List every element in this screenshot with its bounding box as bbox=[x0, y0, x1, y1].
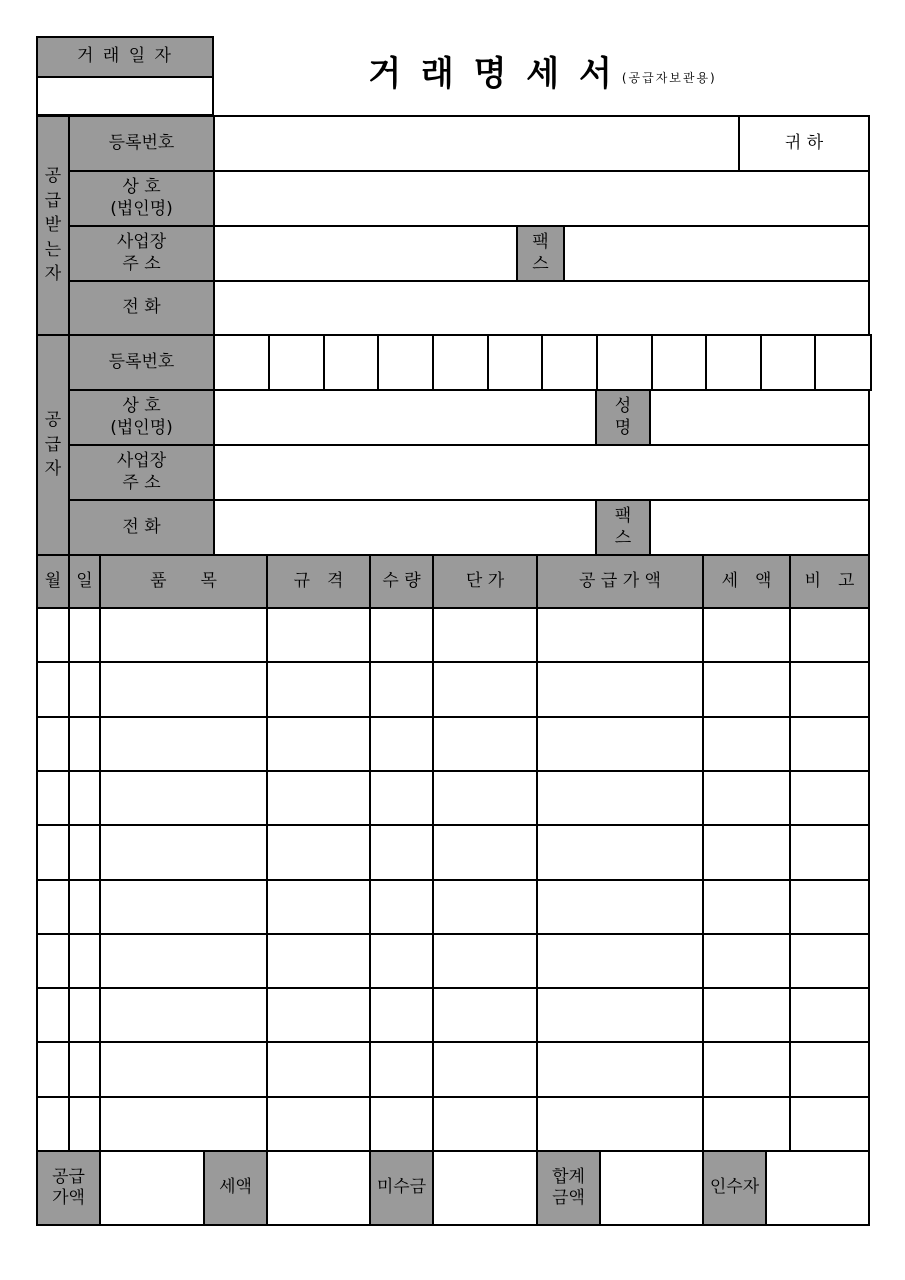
table-cell-note[interactable] bbox=[789, 1041, 870, 1098]
table-cell-supply-amount[interactable] bbox=[536, 770, 704, 826]
table-cell-day[interactable] bbox=[68, 1096, 101, 1152]
receiver-reg-no-label: 등록번호 bbox=[68, 115, 215, 172]
footer-tax-field[interactable] bbox=[266, 1150, 371, 1226]
table-cell-unit-price[interactable] bbox=[432, 1041, 538, 1098]
table-cell-spec[interactable] bbox=[266, 1041, 371, 1098]
column-header-qty: 수 량 bbox=[369, 554, 434, 609]
table-cell-qty[interactable] bbox=[369, 1096, 434, 1152]
supplier-reg-no-digit-box[interactable] bbox=[213, 334, 270, 391]
supplier-company-label: 상 호 (법인명) bbox=[68, 389, 215, 446]
table-cell-supply-amount[interactable] bbox=[536, 1096, 704, 1152]
table-cell-spec[interactable] bbox=[266, 1096, 371, 1152]
table-cell-month[interactable] bbox=[36, 987, 70, 1043]
supplier-section-label: 공 급 자 bbox=[36, 334, 70, 556]
date-field[interactable] bbox=[36, 76, 214, 116]
table-cell-month[interactable] bbox=[36, 879, 70, 935]
document-subtitle: (공급자보관용) bbox=[621, 70, 717, 85]
supplier-reg-no-digit-box[interactable] bbox=[377, 334, 434, 391]
table-cell-item[interactable] bbox=[99, 770, 268, 826]
table-cell-month[interactable] bbox=[36, 1096, 70, 1152]
table-cell-supply-amount[interactable] bbox=[536, 716, 704, 772]
table-cell-day[interactable] bbox=[68, 879, 101, 935]
table-cell-qty[interactable] bbox=[369, 879, 434, 935]
table-cell-item[interactable] bbox=[99, 933, 268, 989]
table-cell-spec[interactable] bbox=[266, 607, 371, 663]
supplier-phone-label: 전 화 bbox=[68, 499, 215, 556]
table-cell-spec[interactable] bbox=[266, 770, 371, 826]
table-cell-spec[interactable] bbox=[266, 879, 371, 935]
table-cell-month[interactable] bbox=[36, 716, 70, 772]
supplier-reg-no-digit-box[interactable] bbox=[541, 334, 598, 391]
table-cell-qty[interactable] bbox=[369, 770, 434, 826]
receiver-address-field[interactable] bbox=[213, 225, 518, 282]
table-cell-item[interactable] bbox=[99, 661, 268, 718]
table-cell-day[interactable] bbox=[68, 716, 101, 772]
supplier-reg-no-digit-box[interactable] bbox=[705, 334, 762, 391]
table-cell-note[interactable] bbox=[789, 716, 870, 772]
table-cell-supply-amount[interactable] bbox=[536, 661, 704, 718]
supplier-company-field[interactable] bbox=[213, 389, 597, 446]
supplier-reg-no-digit-box[interactable] bbox=[487, 334, 543, 391]
table-cell-month[interactable] bbox=[36, 824, 70, 881]
table-cell-supply-amount[interactable] bbox=[536, 607, 704, 663]
table-cell-qty[interactable] bbox=[369, 1041, 434, 1098]
table-cell-tax[interactable] bbox=[702, 933, 791, 989]
table-cell-day[interactable] bbox=[68, 661, 101, 718]
table-cell-qty[interactable] bbox=[369, 824, 434, 881]
table-cell-month[interactable] bbox=[36, 933, 70, 989]
supplier-reg-no-digit-box[interactable] bbox=[268, 334, 325, 391]
table-cell-note[interactable] bbox=[789, 607, 870, 663]
table-cell-unit-price[interactable] bbox=[432, 987, 538, 1043]
supplier-name-label: 성 명 bbox=[595, 389, 651, 446]
supplier-phone-field[interactable] bbox=[213, 499, 597, 556]
supplier-address-label: 사업장 주 소 bbox=[68, 444, 215, 501]
table-cell-unit-price[interactable] bbox=[432, 661, 538, 718]
column-header-item: 품 목 bbox=[99, 554, 268, 609]
table-cell-day[interactable] bbox=[68, 987, 101, 1043]
supplier-fax-field[interactable] bbox=[649, 499, 870, 556]
table-cell-item[interactable] bbox=[99, 879, 268, 935]
table-cell-tax[interactable] bbox=[702, 661, 791, 718]
column-header-month: 월 bbox=[36, 554, 70, 609]
document-title: 거 래 명 세 서 bbox=[368, 53, 616, 94]
table-cell-unit-price[interactable] bbox=[432, 824, 538, 881]
column-header-spec: 규 격 bbox=[266, 554, 371, 609]
table-cell-day[interactable] bbox=[68, 607, 101, 663]
table-cell-tax[interactable] bbox=[702, 1096, 791, 1152]
table-cell-tax[interactable] bbox=[702, 824, 791, 881]
table-cell-supply-amount[interactable] bbox=[536, 1041, 704, 1098]
supplier-name-field[interactable] bbox=[649, 389, 870, 446]
footer-supply-amount-field[interactable] bbox=[99, 1150, 205, 1226]
supplier-reg-no-digit-box[interactable] bbox=[651, 334, 707, 391]
table-cell-note[interactable] bbox=[789, 770, 870, 826]
table-cell-tax[interactable] bbox=[702, 1041, 791, 1098]
table-cell-tax[interactable] bbox=[702, 716, 791, 772]
table-cell-item[interactable] bbox=[99, 716, 268, 772]
footer-unpaid-label: 미수금 bbox=[369, 1150, 434, 1226]
table-cell-spec[interactable] bbox=[266, 716, 371, 772]
table-cell-item[interactable] bbox=[99, 1096, 268, 1152]
table-cell-unit-price[interactable] bbox=[432, 879, 538, 935]
receiver-suffix: 귀 하 bbox=[738, 115, 870, 172]
table-cell-supply-amount[interactable] bbox=[536, 933, 704, 989]
receiver-address-label: 사업장 주 소 bbox=[68, 225, 215, 282]
supplier-reg-no-digit-box[interactable] bbox=[596, 334, 653, 391]
table-cell-qty[interactable] bbox=[369, 933, 434, 989]
supplier-reg-no-digit-box[interactable] bbox=[432, 334, 489, 391]
table-cell-note[interactable] bbox=[789, 933, 870, 989]
table-cell-month[interactable] bbox=[36, 770, 70, 826]
table-cell-tax[interactable] bbox=[702, 770, 791, 826]
table-cell-note[interactable] bbox=[789, 824, 870, 881]
table-cell-day[interactable] bbox=[68, 1041, 101, 1098]
footer-receiver-field[interactable] bbox=[765, 1150, 870, 1226]
table-cell-day[interactable] bbox=[68, 770, 101, 826]
receiver-fax-label: 팩 스 bbox=[516, 225, 565, 282]
table-cell-note[interactable] bbox=[789, 879, 870, 935]
footer-total-field[interactable] bbox=[599, 1150, 704, 1226]
table-cell-spec[interactable] bbox=[266, 933, 371, 989]
supplier-reg-no-digit-box[interactable] bbox=[814, 334, 872, 391]
table-cell-unit-price[interactable] bbox=[432, 607, 538, 663]
table-cell-month[interactable] bbox=[36, 661, 70, 718]
table-cell-note[interactable] bbox=[789, 1096, 870, 1152]
table-cell-item[interactable] bbox=[99, 1041, 268, 1098]
table-cell-qty[interactable] bbox=[369, 987, 434, 1043]
column-header-unit-price: 단 가 bbox=[432, 554, 538, 609]
table-cell-qty[interactable] bbox=[369, 607, 434, 663]
receiver-fax-field[interactable] bbox=[563, 225, 870, 282]
document-title-block bbox=[215, 40, 870, 100]
column-header-supply-amount: 공 급 가 액 bbox=[536, 554, 704, 609]
receiver-section-label: 공 급 받 는 자 bbox=[36, 115, 70, 336]
receiver-company-label: 상 호 (법인명) bbox=[68, 170, 215, 227]
table-cell-supply-amount[interactable] bbox=[536, 987, 704, 1043]
supplier-reg-no-digit-box[interactable] bbox=[323, 334, 379, 391]
table-cell-day[interactable] bbox=[68, 824, 101, 881]
table-cell-unit-price[interactable] bbox=[432, 1096, 538, 1152]
supplier-address-field[interactable] bbox=[213, 444, 870, 501]
receiver-company-field[interactable] bbox=[213, 170, 870, 227]
supplier-fax-label: 팩 스 bbox=[595, 499, 651, 556]
table-cell-spec[interactable] bbox=[266, 987, 371, 1043]
table-cell-tax[interactable] bbox=[702, 987, 791, 1043]
table-cell-note[interactable] bbox=[789, 661, 870, 718]
supplier-reg-no-label: 등록번호 bbox=[68, 334, 215, 391]
table-cell-tax[interactable] bbox=[702, 879, 791, 935]
table-cell-month[interactable] bbox=[36, 1041, 70, 1098]
column-header-note: 비 고 bbox=[789, 554, 870, 609]
table-cell-spec[interactable] bbox=[266, 824, 371, 881]
receiver-reg-no-field[interactable] bbox=[213, 115, 740, 172]
footer-tax-label: 세액 bbox=[203, 1150, 268, 1226]
receiver-phone-label: 전 화 bbox=[68, 280, 215, 336]
column-header-tax: 세 액 bbox=[702, 554, 791, 609]
table-cell-unit-price[interactable] bbox=[432, 933, 538, 989]
table-cell-unit-price[interactable] bbox=[432, 770, 538, 826]
table-cell-item[interactable] bbox=[99, 824, 268, 881]
column-header-day: 일 bbox=[68, 554, 101, 609]
table-cell-day[interactable] bbox=[68, 933, 101, 989]
date-label: 거 래 일 자 bbox=[36, 36, 214, 78]
supplier-reg-no-digit-box[interactable] bbox=[760, 334, 816, 391]
table-cell-unit-price[interactable] bbox=[432, 716, 538, 772]
table-cell-month[interactable] bbox=[36, 607, 70, 663]
table-cell-tax[interactable] bbox=[702, 607, 791, 663]
table-cell-item[interactable] bbox=[99, 987, 268, 1043]
table-cell-supply-amount[interactable] bbox=[536, 824, 704, 881]
table-cell-spec[interactable] bbox=[266, 661, 371, 718]
table-cell-note[interactable] bbox=[789, 987, 870, 1043]
table-cell-supply-amount[interactable] bbox=[536, 879, 704, 935]
footer-total-label: 합계 금액 bbox=[536, 1150, 601, 1226]
footer-supply-amount-label: 공급 가액 bbox=[36, 1150, 101, 1226]
footer-unpaid-field[interactable] bbox=[432, 1150, 538, 1226]
table-cell-qty[interactable] bbox=[369, 661, 434, 718]
table-cell-item[interactable] bbox=[99, 607, 268, 663]
footer-receiver-label: 인수자 bbox=[702, 1150, 767, 1226]
receiver-phone-field[interactable] bbox=[213, 280, 870, 336]
table-cell-qty[interactable] bbox=[369, 716, 434, 772]
